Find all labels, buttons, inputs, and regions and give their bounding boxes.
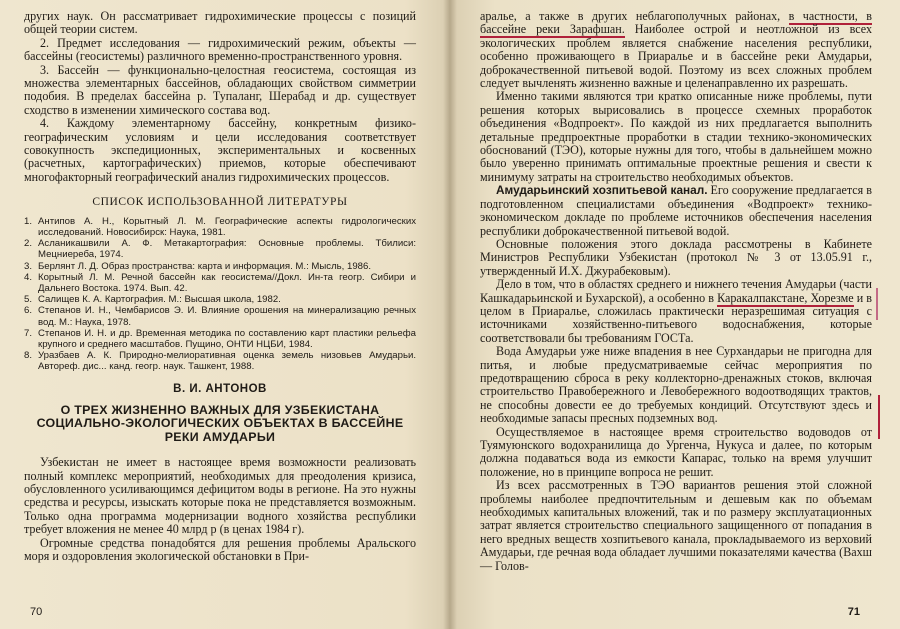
body-paragraph-2: Огромные средства понадобятся для решения проблемы Аральского моря и оздоровления экологической обстановки в При- [24,535,416,563]
article-author: В. И. АНТОНОВ [173,382,267,395]
intro-paragraph-2: 2. Предмет исследования — гидрохимический режим, объекты — бассейны (геосистемы) различного временно-пространственного уровня. [24,35,416,64]
right-paragraph-1: аралье, а также в других неблагополучных районах, в частности, в бассейне реки Зарафшан. Наиболее острой и неотложной из всех экологических проблем является снабжение населения республики, особенно проживающего в Приаралье и в бассейне реки Амударьи, доброкачественной питьевой водой. Поэтому из всех сложных проблем следует вычленять жизненно важные и целенаправленно их разрешать. [480,9,872,91]
highlighted-text: Каракалпакстане, Хорезме [717,290,854,305]
references-title: СПИСОК ИСПОЛЬЗОВАННОЙ ЛИТЕРАТУРЫ [92,196,348,209]
reference-item: 6. Степанов И. Н., Чембарисов Э. И. Влияние орошения на минерализацию речных вод. М.: Наука, 1978. [24,305,416,328]
reference-item: 3. Берлянт Л. Д. Образ пространства: карта и информация. М.: Мысль, 1986. [24,260,372,272]
right-paragraph-5: Дело в том, что в областях среднего и нижнего течения Амударьи (части Кашкадарьинской и Бухарской), а особенно в Каракалпакстане, Хорезме и в целом в Приаралье, сложилась практически неразрешимая ситуация с источниками хозяйственно-питьевого водоснабжения, которые соответствовали бы требованиям ГОСТа. [480,277,872,345]
intro-paragraph-1: других наук. Он рассматривает гидрохимические процессы с позиций общей теории систем. [24,9,416,37]
intro-paragraph-4: 4. Каждому элементарному бассейну, конкретным физико-географическим условиям и цели исследования соответствует совокупность экспедиционных, экспериментальных и косвенных (расчетных, картографических) приемов, которые обеспечивают многофакторный географический анализ гидрохимических процессов. [24,116,416,184]
reference-item: 4. Корытный Л. М. Речной бассейн как геосистема//Докл. Ин-та геогр. Сибири и Дальнего Востока. 1974. Вып. 42. [24,271,416,294]
right-paragraph-7: Осуществляемое в настоящее время строительство водоводов от Туямуюнского водохранилища до Ургенча, Нукуса и далее, по которым должна подаваться вода из емкости Капарас, только на время улучшит положение, но в принципе вопроса не решит. [480,424,872,479]
right-paragraph-8: Из всех рассмотренных в ТЭО вариантов решения этой сложной проблемы наиболее предпочтительным и дешевым как по объемам необходимых капитальных вложений, так и по размеру эксплуатационных затрат является строительство специального защищенного от попадания в него вредных веществ хозпитьевого канала, прокладываемого из верховий Амударьи, где речная вода обладает лучшими показателями качества (Вахш — Голов- [480,478,872,573]
references-list [24,216,416,373]
right-paragraph-3: Амударьинский хозпитьевой канал. Его сооружение предлагается в подготовленном специалистами объединения «Водпроект» технико-экономическом докладе по проблеме источников обеспечения населения республики доброкачественной питьевой водой. [480,183,872,238]
section-heading: Амударьинский хозпитьевой канал. [496,183,708,198]
right-paragraph-2: Именно такими являются три кратко описанные ниже проблемы, пути решения которых вырисовались в процессе схемных проработок объединения «Водпроект». По каждой из них предлагается выполнить детальные предпроектные проработки в стадии технико-экономических обоснований (ТЭО), которые нужны для того, чтобы в дальнейшем можно было уверенно принимать оптимальные проектные решения и свести к минимуму затраты на строительство необходимых объектов. [480,89,872,184]
margin-pen-mark [878,395,880,439]
page-number-left: 70 [30,605,43,618]
article-title: О ТРЕХ ЖИЗНЕННО ВАЖНЫХ ДЛЯ УЗБЕКИСТАНА СОЦИАЛЬНО-ЭКОЛОГИЧЕСКИХ ОБЪЕКТАХ В БАССЕЙНЕ РЕКИ АМУДАРЬИ [36,402,404,444]
right-paragraph-4: Основные положения этого доклада рассмотрены в Кабинете Министров Республики Узбекистан (протокол № 3 от 13.05.91 г., утвержденный И.Х. Джурабековым). [480,236,872,278]
reference-item: 7. Степанов И. Н. и др. Временная методика по составлению карт пластики рельефа крупного и среднего масштабов. Пущино, ОНТИ НЦБИ, 1984. [24,327,416,350]
highlighted-text: в частности, в бассейне реки Зарафшан. [480,9,872,37]
reference-item: 1. Антипов А. Н., Корытный Л. М. Географические аспекты гидрологических исследований. Новосибирск: Наука, 1981. [24,215,416,238]
right-page [450,0,900,629]
intro-paragraph-3: 3. Бассейн — функционально-целостная геосистема, состоящая из множества элементарных бассейнов, обладающих свойством симметрии подобия. В пределах бассейна р. Тупаланг, Шерабад и др. существует сходство в изменении химического состава вод. [24,62,416,117]
right-paragraph-6: Вода Амударьи уже ниже впадения в нее Сурхандарьи не пригодна для питья, и любые предусматриваемые сейчас мероприятия по предотвращению сброса в реку коллекторно-дренажных стоков, включая строительство Правобережного и Левобережного водоотводящих трактов, не способны довести ее до требуемых кондиций. Отсутствуют здесь и необходимые запасы пресных подземных вод. [480,344,872,426]
reference-item: 5. Салищев К. А. Картография. М.: Высшая школа, 1982. [24,294,281,306]
body-paragraph-1: Узбекистан не имеет в настоящее время возможности реализовать полный комплекс мероприятий, необходимых для преодоления кризиса, обусловленного усиливающимся дефицитом воды в регионе. На это нужны средства и ресурсы, изыскать которые пока не представляется возможным. Только одна программа модернизации водного хозяйства республики требует вложения не менее 40 млрд р (в ценах 1984 г). [24,455,416,537]
page-number-right: 71 [847,605,860,618]
reference-item: 2. Асланикашвили А. Ф. Метакартография: Основные проблемы. Тбилиси: Мецниереба, 1974. [24,238,416,261]
margin-pen-mark [876,288,878,320]
reference-item: 8. Уразбаев А. К. Природно-мелиоративная оценка земель низовьев Амударьи. Автореф. дис... канд. геогр. наук. Ташкент, 1988. [24,350,416,373]
